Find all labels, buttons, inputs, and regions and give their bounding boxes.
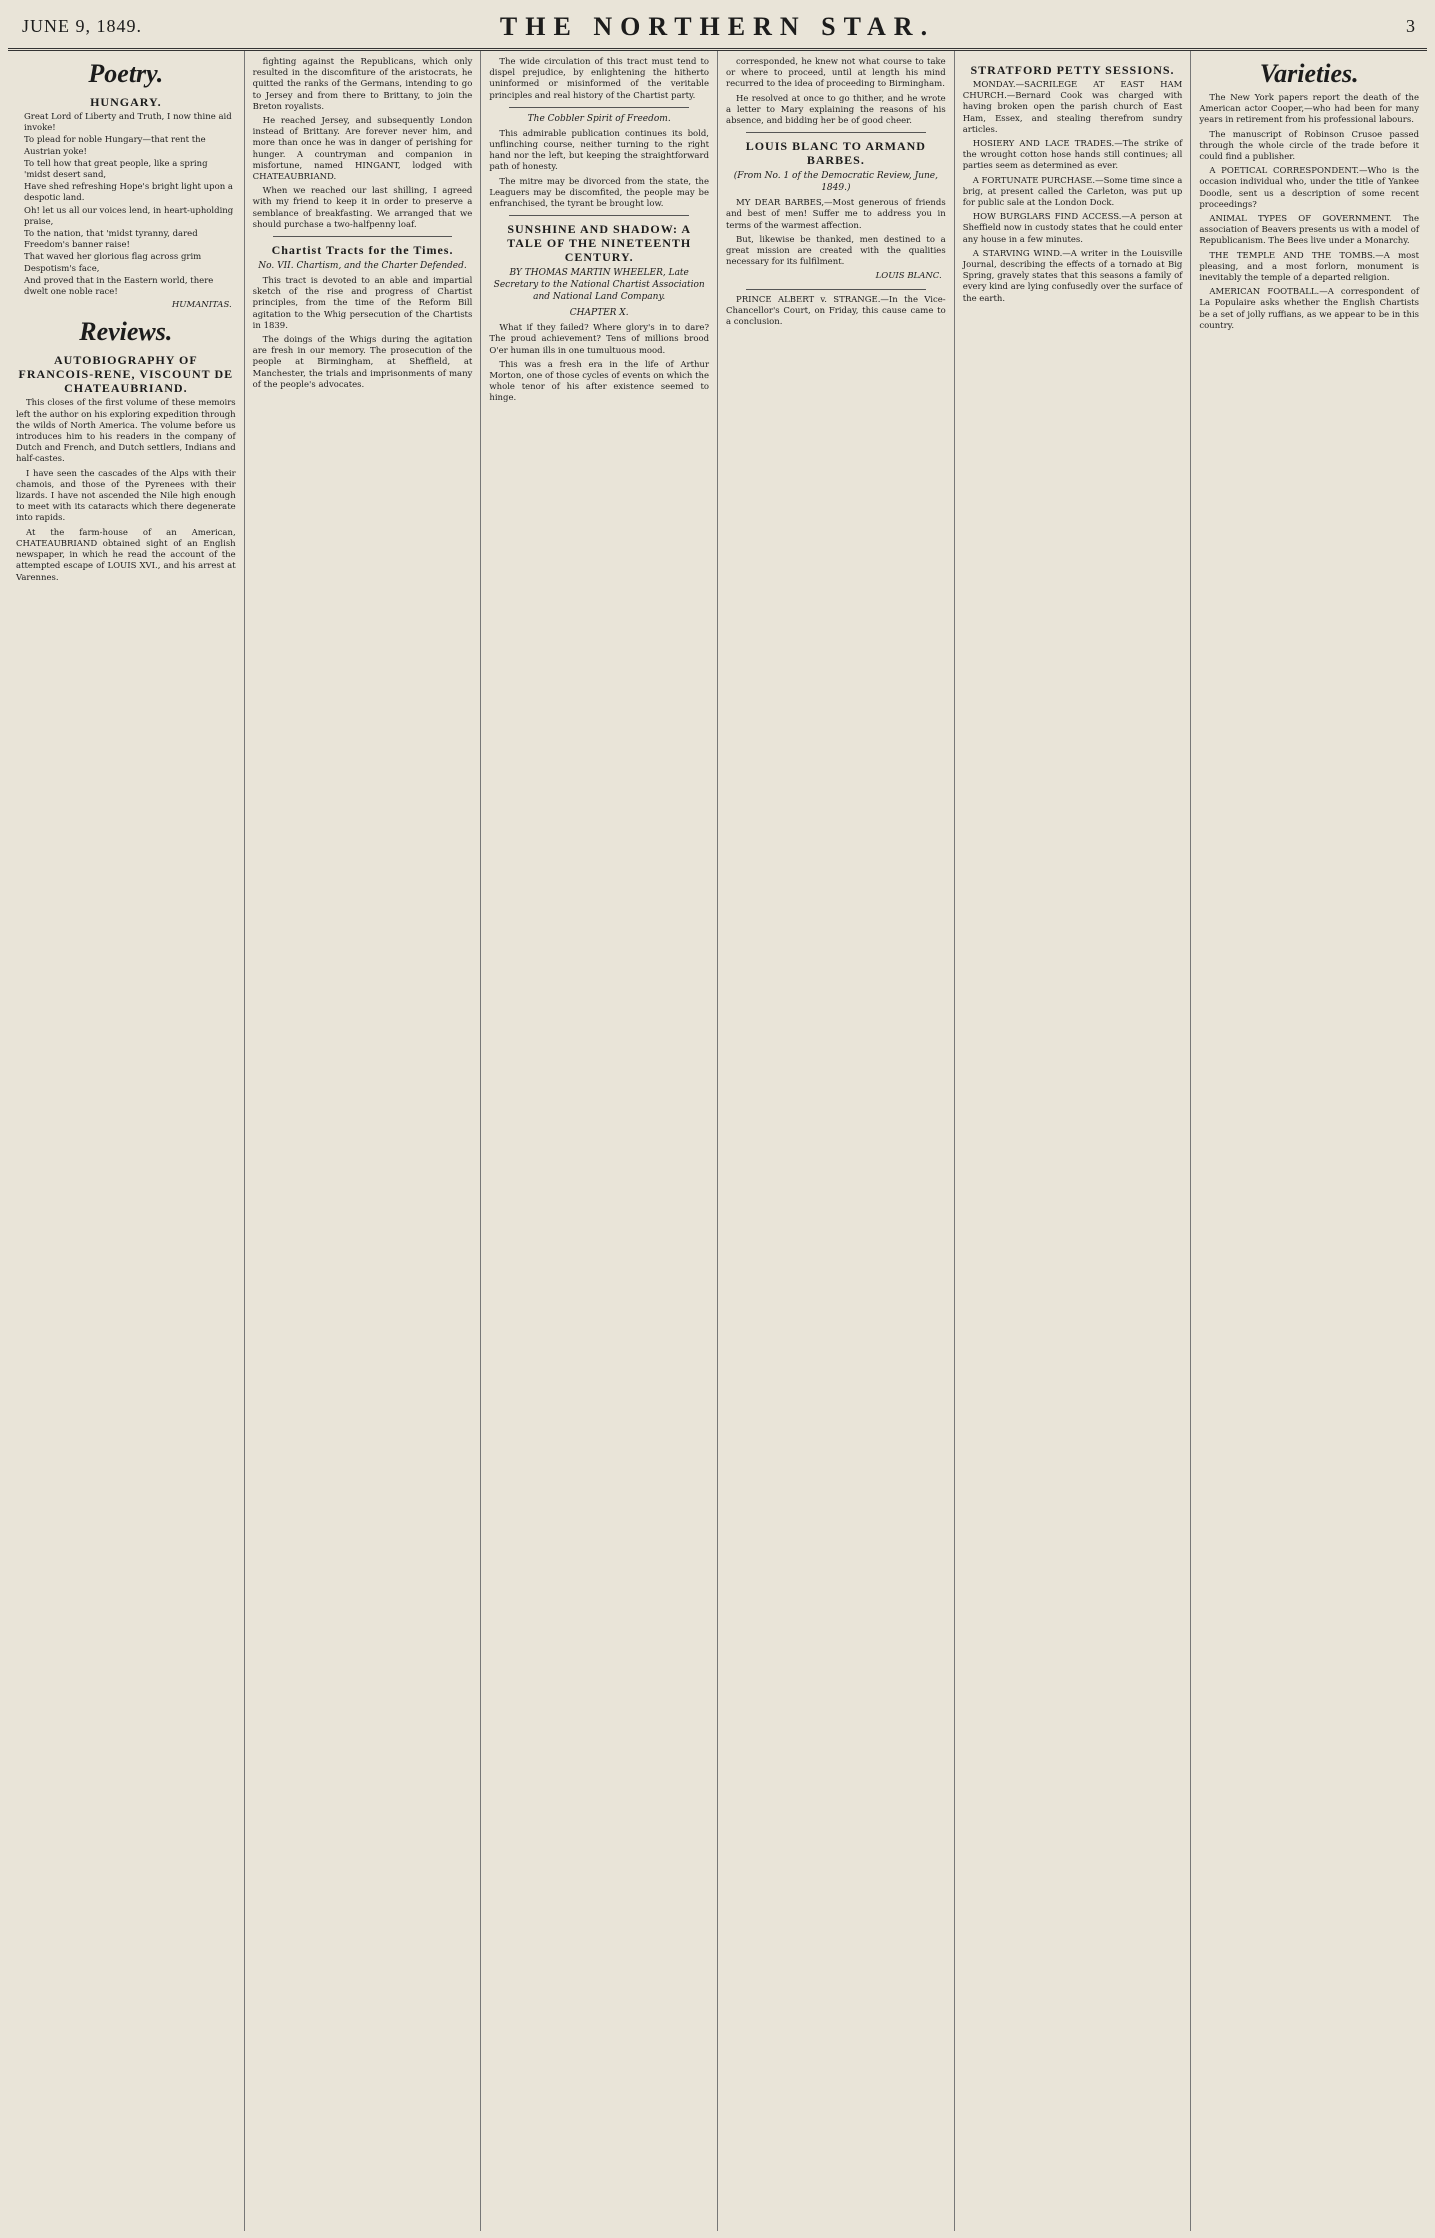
divider (273, 236, 453, 237)
poem-line: And proved that in the Eastern world, there dwelt one noble race! (24, 275, 214, 298)
article-title: LOUIS BLANC TO ARMAND BARBES. (745, 139, 926, 168)
divider (509, 215, 689, 216)
column-4 (718, 51, 955, 2231)
article-subtitle: No. VII. Chartism, and the Charter Defended. (258, 261, 467, 272)
variety-paragraph: The New York papers report the death of the American actor Cooper,—who had been for many years in retirement from his professional labours. (1199, 93, 1420, 126)
news-paragraph: A FORTUNATE PURCHASE.—Some time since a brig, at present called the Carleton, was put up for public sale at the London Dock. (962, 175, 1183, 209)
masthead (8, 10, 1427, 51)
variety-paragraph: The manuscript of Robinson Crusoe passed through the whole circle of the trade before it could find a publisher. (1199, 129, 1420, 163)
review-title: AUTOBIOGRAPHY OF FRANCOIS-RENE, VISCOUNT DE CHATEAUBRIAND. (18, 353, 234, 396)
variety-paragraph: THE TEMPLE AND THE TOMBS.—A most pleasing, and a most forlorn, monument is inevitably the temple of a departed religion. (1199, 250, 1420, 284)
poem-line: Have shed refreshing Hope's bright light upon a despotic land. (24, 182, 233, 204)
article-paragraph: This tract is devoted to an able and impartial sketch of the rise and progress of Chartist principles, from the time of the Reform Bill agitation to the Whig persecution of the Chartists in 1839. (252, 276, 473, 331)
news-paragraph: HOW BURGLARS FIND ACCESS.—A person at Sheffield now in custody states that he could enter any house in a few minutes. (962, 212, 1183, 245)
divider (746, 132, 926, 133)
poem-line: To the nation, that 'midst tyranny, dared Freedom's banner raise! (24, 229, 198, 251)
article-paragraph: This admirable publication continues its bold, unflinching course, neither turning to the right hand nor the left, but keeping the straightforward path of honesty. (489, 128, 710, 173)
poem-line: Oh! let us all our voices lend, in heart-upholding praise, (24, 205, 234, 227)
tale-title: SUNSHINE AND SHADOW: A TALE OF THE NINETEENTH CENTURY. (507, 222, 692, 265)
body-paragraph: corresponded, he knew not what course to take or where to proceed, until at length his mind recurred to the idea of proceeding to Birmingham. (726, 57, 946, 90)
column-2 (245, 51, 482, 2231)
poem-title: HUNGARY. (90, 95, 162, 109)
tale-paragraph: What if they failed? Where glory's in to dare? The proud achievement? Tens of millions brood O'er human ills in one tumultuous mood. (489, 323, 710, 356)
review-paragraph: At the farm-house of an American, CHATEAUBRIAND obtained sight of an English newspaper, in which he read the account of the attempted escape of LOUIS XVI., and his arrest at Varennes. (16, 527, 236, 583)
page-number: 3 (1406, 16, 1415, 36)
article-paragraph: But, likewise be thanked, men destined to a great mission are created with the qualities necessary for its fulfilment. (726, 234, 946, 268)
section-heading-poetry: Poetry. (88, 59, 164, 88)
poem-line: Great Lord of Liberty and Truth, I now thine aid invoke! (24, 112, 232, 134)
column-3 (481, 51, 718, 2231)
tale-paragraph: This was a fresh era in the life of Arthur Morton, one of those cycles of events on which the whole tenor of his after existence seemed to hinge. (489, 359, 710, 404)
letter-signature: LOUIS BLANC. (875, 271, 942, 282)
article-paragraph: MY DEAR BARBES,—Most generous of friends and best of men! Suffer me to address you in terms of the warmest affection. (726, 198, 946, 231)
body-paragraph: When we reached our last shilling, I agreed with my friend to keep it in order to preserve a semblance of breakfasting. We arranged that we should purchase a two-halfpenny loaf. (252, 186, 473, 230)
article-title: The Cobbler Spirit of Freedom. (527, 113, 671, 124)
news-paragraph: A STARVING WIND.—A writer in the Louisville Journal, describing the effects of a tornado at Big Spring, gravely states that this seasons a family of every kind are lying confusedly over the surface of the earth. (962, 248, 1183, 304)
body-paragraph: fighting against the Republicans, which only resulted in the discomfiture of the aristocrats, he quitted the ranks of the Germans, intending to go to Jersey and from there to Brittany, to join the Breton royalists. (252, 57, 473, 112)
news-paragraph: HOSIERY AND LACE TRADES.—The strike of the wrought cotton hose hands still continues; all parties seem as determined as ever. (962, 139, 1183, 172)
article-subtitle: (From No. 1 of the Democratic Review, June, 1849.) (733, 171, 938, 194)
article-paragraph: The mitre may be divorced from the state, the Leaguers may be discomfited, the people may be enfranchised, the tyrant be brought low. (489, 176, 710, 210)
variety-paragraph: ANIMAL TYPES OF GOVERNMENT. The association of Beavers presents us with a model of Republicanism. The Bees live under a Monarchy. (1199, 214, 1420, 247)
poem-body (16, 112, 236, 298)
columns (8, 51, 1427, 2231)
body-paragraph: He resolved at once to go thither, and he wrote a letter to Mary explaining the reasons of his absence, and bidding her be of good cheer. (726, 93, 946, 127)
article-title: STRATFORD PETTY SESSIONS. (970, 63, 1175, 77)
review-paragraph: I have seen the cascades of the Alps with their chamois, and those of the Pyrenees with their lizards. I have not ascended the Nile high enough to meet with its cataracts which there degenerate into rapids. (16, 468, 236, 524)
article-paragraph: The doings of the Whigs during the agitation are fresh in our memory. The prosecution of the people at Birmingham, at Sheffield, at Manchester, the trials and imprisonments of many of the people's advocates. (252, 335, 473, 390)
issue-date: JUNE 9, 1849. (22, 16, 142, 36)
poem-line: To plead for noble Hungary—that rent the Austrian yoke! (24, 135, 206, 157)
section-heading-reviews: Reviews. (79, 317, 173, 347)
variety-paragraph: AMERICAN FOOTBALL.—A correspondent of La Populaire asks whether the English Chartists be a set of jolly ruffians, as we appear to be in this country. (1199, 287, 1420, 331)
variety-paragraph: A POETICAL CORRESPONDENT.—Who is the occasion individual who, under the title of Yankee Doodle, sent us a description of some recent proceedings? (1199, 166, 1420, 210)
column-1 (8, 51, 245, 2231)
newspaper-title: THE NORTHERN STAR. (499, 12, 936, 41)
section-heading-varieties: Varieties. (1259, 59, 1359, 88)
tale-byline: BY THOMAS MARTIN WHEELER, Late Secretary to the National Chartist Association and National Land Company. (493, 268, 705, 303)
chapter-heading: CHAPTER X. (569, 308, 629, 319)
divider (509, 107, 689, 108)
column-5 (955, 51, 1192, 2231)
body-paragraph: He reached Jersey, and subsequently London instead of Brittany. Are forever never him, and more than once he was in danger of perishing for hunger. A countryman and companion in misfortune, named HINGANT, lodged with CHATEAUBRIAND. (252, 116, 473, 183)
divider (746, 289, 926, 290)
news-note: PRINCE ALBERT v. STRANGE.—In the Vice-Chancellor's Court, on Friday, this cause came to a conclusion. (726, 294, 946, 328)
poem-line: To tell how that great people, like a spring 'midst desert sand, (24, 158, 208, 181)
review-paragraph: This closes of the first volume of these memoirs left the author on his exploring expedition through the wilds of North America. The volume before us introduces him to his readers in the company of Dutch and French, and Dutch settlers, Indians and half-castes. (16, 398, 236, 465)
poem-signature: HUMANITAS. (171, 300, 232, 311)
article-title: Chartist Tracts for the Times. (271, 243, 454, 258)
poem-line: That waved her glorious flag across grim Despotism's face, (24, 252, 202, 274)
body-paragraph: The wide circulation of this tract must tend to dispel prejudice, by enlightening the hitherto uninformed or misinformed of the veritable principles and real history of the Chartist party. (489, 57, 710, 101)
column-6 (1191, 51, 1427, 2231)
news-paragraph: MONDAY.—SACRILEGE AT EAST HAM CHURCH.—Bernard Cook was charged with having broken open the parish church of East Ham, Essex, and stealing therefrom sundry articles. (962, 80, 1183, 135)
